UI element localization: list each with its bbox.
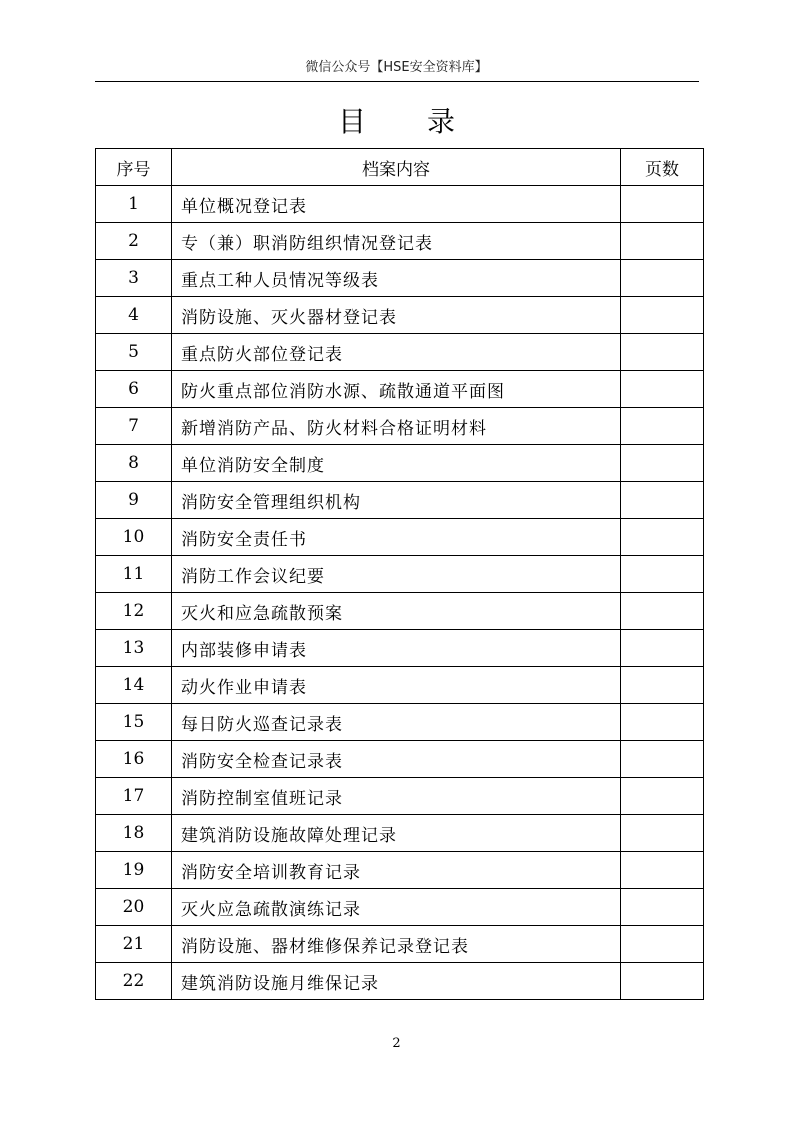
row-number: 17	[96, 778, 172, 815]
row-pages	[621, 223, 704, 260]
row-pages	[621, 704, 704, 741]
row-number: 9	[96, 482, 172, 519]
row-number: 6	[96, 371, 172, 408]
row-number: 8	[96, 445, 172, 482]
row-number: 22	[96, 963, 172, 1000]
row-content: 每日防火巡查记录表	[172, 704, 621, 741]
row-pages	[621, 297, 704, 334]
row-number: 11	[96, 556, 172, 593]
header-content: 档案内容	[172, 149, 621, 186]
table-row	[96, 297, 704, 334]
row-content: 动火作业申请表	[172, 667, 621, 704]
row-content: 消防控制室值班记录	[172, 778, 621, 815]
row-number: 12	[96, 593, 172, 630]
table-row	[96, 852, 704, 889]
table-row	[96, 667, 704, 704]
row-content: 单位概况登记表	[172, 186, 621, 223]
row-pages	[621, 963, 704, 1000]
table-body	[96, 186, 704, 1000]
row-number: 13	[96, 630, 172, 667]
row-pages	[621, 889, 704, 926]
table-row	[96, 519, 704, 556]
row-number: 16	[96, 741, 172, 778]
row-number: 19	[96, 852, 172, 889]
toc-table	[95, 148, 704, 1000]
row-pages	[621, 371, 704, 408]
row-content: 消防工作会议纪要	[172, 556, 621, 593]
table-row	[96, 704, 704, 741]
row-content: 消防设施、器材维修保养记录登记表	[172, 926, 621, 963]
row-content: 防火重点部位消防水源、疏散通道平面图	[172, 371, 621, 408]
table-row	[96, 815, 704, 852]
table-row	[96, 186, 704, 223]
table-row	[96, 445, 704, 482]
row-pages	[621, 667, 704, 704]
row-number: 1	[96, 186, 172, 223]
row-content: 灭火应急疏散演练记录	[172, 889, 621, 926]
table-row	[96, 334, 704, 371]
row-pages	[621, 926, 704, 963]
row-content: 消防设施、灭火器材登记表	[172, 297, 621, 334]
table-row	[96, 778, 704, 815]
row-number: 5	[96, 334, 172, 371]
row-content: 专（兼）职消防组织情况登记表	[172, 223, 621, 260]
row-content: 重点防火部位登记表	[172, 334, 621, 371]
row-number: 15	[96, 704, 172, 741]
row-pages	[621, 741, 704, 778]
row-number: 21	[96, 926, 172, 963]
table-row	[96, 260, 704, 297]
row-number: 4	[96, 297, 172, 334]
table-row	[96, 371, 704, 408]
row-pages	[621, 186, 704, 223]
row-content: 建筑消防设施月维保记录	[172, 963, 621, 1000]
table-row	[96, 556, 704, 593]
row-pages	[621, 408, 704, 445]
row-content: 灭火和应急疏散预案	[172, 593, 621, 630]
header-divider	[95, 81, 699, 82]
table-row	[96, 926, 704, 963]
table-header-row	[96, 149, 704, 186]
row-number: 18	[96, 815, 172, 852]
row-content: 消防安全管理组织机构	[172, 482, 621, 519]
table-row	[96, 408, 704, 445]
row-pages	[621, 778, 704, 815]
row-content: 新增消防产品、防火材料合格证明材料	[172, 408, 621, 445]
table-row	[96, 482, 704, 519]
table-row	[96, 741, 704, 778]
row-number: 10	[96, 519, 172, 556]
row-content: 建筑消防设施故障处理记录	[172, 815, 621, 852]
row-number: 14	[96, 667, 172, 704]
table-row	[96, 889, 704, 926]
header-seq: 序号	[96, 149, 172, 186]
row-pages	[621, 482, 704, 519]
row-pages	[621, 852, 704, 889]
table-row	[96, 223, 704, 260]
row-pages	[621, 556, 704, 593]
row-content: 内部装修申请表	[172, 630, 621, 667]
row-pages	[621, 260, 704, 297]
row-pages	[621, 519, 704, 556]
row-number: 2	[96, 223, 172, 260]
page-header: 微信公众号【HSE安全资料库】	[305, 60, 488, 75]
header-pages: 页数	[621, 149, 704, 186]
row-content: 消防安全检查记录表	[172, 741, 621, 778]
row-pages	[621, 334, 704, 371]
row-number: 7	[96, 408, 172, 445]
page-title: 目 录	[338, 105, 481, 138]
row-content: 消防安全责任书	[172, 519, 621, 556]
row-pages	[621, 593, 704, 630]
page-number: 2	[392, 1036, 401, 1051]
table-row	[96, 963, 704, 1000]
row-content: 单位消防安全制度	[172, 445, 621, 482]
table-row	[96, 593, 704, 630]
row-number: 20	[96, 889, 172, 926]
row-content: 消防安全培训教育记录	[172, 852, 621, 889]
row-content: 重点工种人员情况等级表	[172, 260, 621, 297]
row-pages	[621, 630, 704, 667]
row-number: 3	[96, 260, 172, 297]
row-pages	[621, 815, 704, 852]
row-pages	[621, 445, 704, 482]
table-row	[96, 630, 704, 667]
